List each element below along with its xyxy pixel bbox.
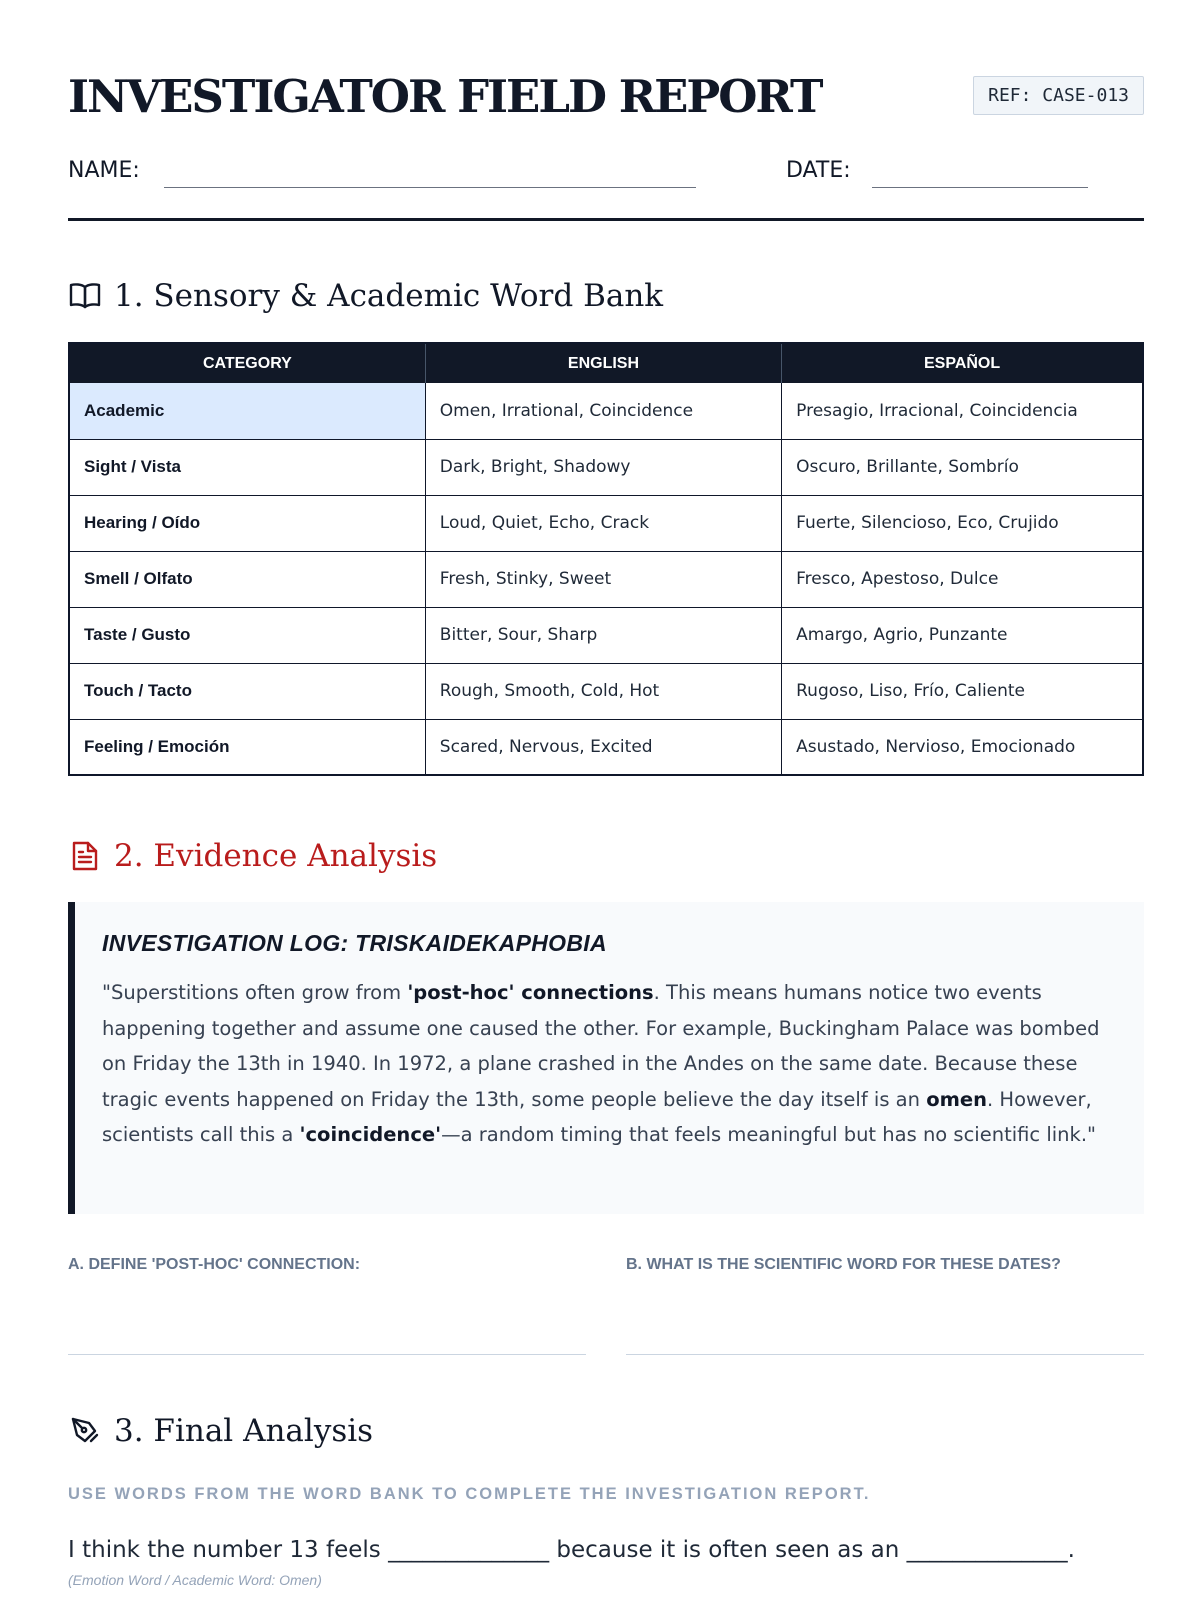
table-row bbox=[69, 551, 1143, 607]
table-header-row bbox=[69, 343, 1143, 383]
log-title: INVESTIGATION LOG: TRISKAIDEKAPHOBIA bbox=[102, 930, 607, 956]
category-cell: Feeling / Emoción bbox=[69, 719, 425, 775]
espanol-cell: Presagio, Irracional, Coincidencia bbox=[782, 383, 1143, 439]
investigation-log bbox=[68, 902, 1144, 1214]
table-row bbox=[69, 719, 1143, 775]
log-term-post-hoc: 'post-hoc' connections bbox=[407, 981, 654, 1004]
header-divider bbox=[68, 218, 1144, 221]
column-header-espanol: ESPAÑOL bbox=[782, 343, 1143, 383]
english-cell: Dark, Bright, Shadowy bbox=[425, 439, 781, 495]
section-final-heading bbox=[68, 1413, 373, 1449]
table-row bbox=[69, 495, 1143, 551]
table-row bbox=[69, 607, 1143, 663]
section-evidence-title: 2. Evidence Analysis bbox=[114, 838, 438, 874]
log-term-coincidence: 'coincidence' bbox=[299, 1123, 442, 1146]
category-cell: Smell / Olfato bbox=[69, 551, 425, 607]
category-cell: Sight / Vista bbox=[69, 439, 425, 495]
category-cell: Hearing / Oído bbox=[69, 495, 425, 551]
section-final-title: 3. Final Analysis bbox=[114, 1413, 374, 1449]
final-instructions: USE WORDS FROM THE WORD BANK TO COMPLETE THE INVESTIGATION REPORT. bbox=[68, 1485, 871, 1503]
espanol-cell: Oscuro, Brillante, Sombrío bbox=[782, 439, 1143, 495]
column-header-english: ENGLISH bbox=[425, 343, 781, 383]
log-text: . However, scientists call this a bbox=[102, 1087, 1092, 1146]
english-cell: Loud, Quiet, Echo, Crack bbox=[425, 495, 781, 551]
document-icon bbox=[68, 839, 102, 873]
report-header bbox=[68, 70, 1144, 220]
section-evidence-heading bbox=[68, 838, 437, 874]
log-text: . This means humans notice two events happening together and assume one caused the other. For example, Buckingham Palace was bombed on Friday the 13th in 1940. In 1972, a plane crashed in the Andes on the same date. Because these tragic events happened on Friday the 13th, some people believe the day itself is an bbox=[102, 981, 1100, 1111]
sentence-hint: (Emotion Word / Academic Word: Omen) bbox=[68, 1572, 322, 1588]
table-row bbox=[69, 439, 1143, 495]
english-cell: Scared, Nervous, Excited bbox=[425, 719, 781, 775]
category-cell: Academic bbox=[69, 383, 425, 439]
pen-icon bbox=[68, 1414, 102, 1448]
section-word-bank-heading bbox=[68, 278, 663, 314]
date-field[interactable] bbox=[872, 186, 1088, 188]
page-title: INVESTIGATOR FIELD REPORT bbox=[68, 70, 822, 123]
table-row bbox=[69, 383, 1143, 439]
english-cell: Rough, Smooth, Cold, Hot bbox=[425, 663, 781, 719]
date-label: DATE: bbox=[786, 158, 851, 183]
english-cell: Fresh, Stinky, Sweet bbox=[425, 551, 781, 607]
espanol-cell: Asustado, Nervioso, Emocionado bbox=[782, 719, 1143, 775]
table-row bbox=[69, 663, 1143, 719]
english-cell: Bitter, Sour, Sharp bbox=[425, 607, 781, 663]
espanol-cell: Amargo, Agrio, Punzante bbox=[782, 607, 1143, 663]
fill-in-sentence[interactable]: I think the number 13 feels ______________ because it is often seen as an ______________. bbox=[68, 1537, 1075, 1563]
question-a-answer-line[interactable] bbox=[68, 1353, 586, 1355]
book-icon bbox=[68, 279, 102, 313]
english-cell: Omen, Irrational, Coincidence bbox=[425, 383, 781, 439]
column-header-category: CATEGORY bbox=[69, 343, 425, 383]
espanol-cell: Fuerte, Silencioso, Eco, Crujido bbox=[782, 495, 1143, 551]
log-term-omen: omen bbox=[926, 1087, 988, 1111]
log-text: "Superstitions often grow from bbox=[102, 981, 408, 1004]
espanol-cell: Fresco, Apestoso, Dulce bbox=[782, 551, 1143, 607]
question-a-label: A. DEFINE 'POST-HOC' CONNECTION: bbox=[68, 1256, 361, 1273]
espanol-cell: Rugoso, Liso, Frío, Caliente bbox=[782, 663, 1143, 719]
question-b-answer-line[interactable] bbox=[626, 1353, 1144, 1355]
category-cell: Touch / Tacto bbox=[69, 663, 425, 719]
word-bank-table bbox=[68, 342, 1144, 776]
question-b-label: B. WHAT IS THE SCIENTIFIC WORD FOR THESE DATES? bbox=[626, 1256, 1061, 1273]
log-text: —a random timing that feels meaningful but has no scientific link." bbox=[441, 1123, 1097, 1146]
name-label: NAME: bbox=[68, 158, 140, 183]
section-word-bank-title: 1. Sensory & Academic Word Bank bbox=[114, 278, 664, 314]
category-cell: Taste / Gusto bbox=[69, 607, 425, 663]
log-body bbox=[102, 975, 1116, 1153]
name-field[interactable] bbox=[164, 186, 696, 188]
case-ref-badge: REF: CASE-013 bbox=[973, 76, 1144, 115]
